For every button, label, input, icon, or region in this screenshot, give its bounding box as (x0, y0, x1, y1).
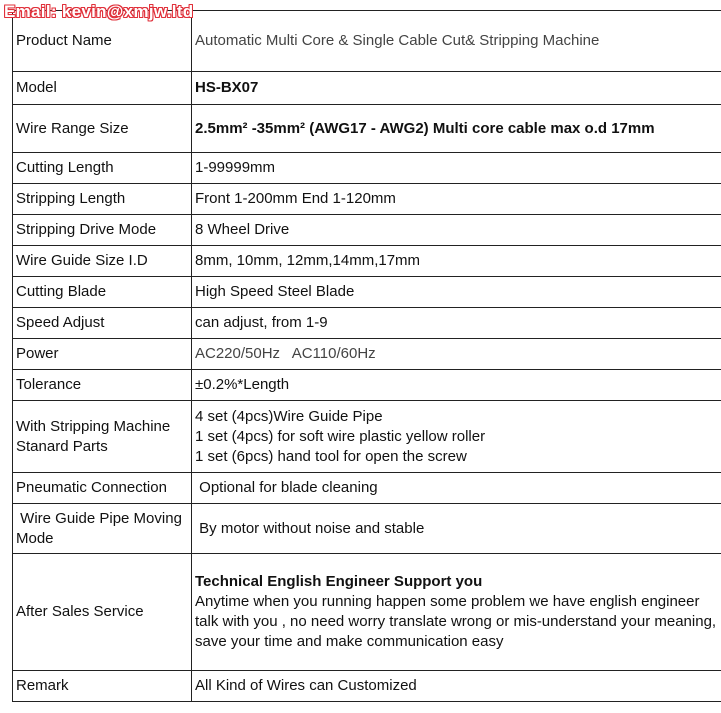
row-value: 8 Wheel Drive (192, 215, 721, 246)
table-row (13, 153, 721, 184)
row-value: HS-BX07 (192, 72, 721, 105)
row-label: Model (13, 72, 192, 105)
row-value: Automatic Multi Core & Single Cable Cut& Stripping Machine (192, 11, 721, 72)
email-watermark: Email: kevin@xmjw.ltd (4, 2, 194, 21)
table-row (13, 401, 721, 473)
row-value: Front 1-200mm End 1-120mm (192, 184, 721, 215)
value-text: Anytime when you running happen some problem we have english engineer talk with you , no need worry translate wrong or mis-understand your meaning, save your time and make communication easy (195, 593, 717, 650)
row-value: 8mm, 10mm, 12mm,14mm,17mm (192, 246, 721, 277)
table-row (13, 370, 721, 401)
row-label: Wire Guide Pipe Moving Mode (13, 504, 192, 554)
row-label: Pneumatic Connection (13, 473, 192, 504)
row-value (192, 554, 721, 671)
table-row (13, 671, 721, 702)
table-row (13, 308, 721, 339)
value-line: 1 set (4pcs) for soft wire plastic yellow roller (195, 427, 486, 445)
row-label: Speed Adjust (13, 308, 192, 339)
value-line: 1 set (6pcs) hand tool for open the screw (195, 447, 467, 465)
table-row (13, 215, 721, 246)
table-row (13, 184, 721, 215)
row-label: With Stripping Machine Stanard Parts (13, 401, 192, 473)
row-label: Power (13, 339, 192, 370)
row-label: Stripping Drive Mode (13, 215, 192, 246)
row-label: Wire Guide Size I.D (13, 246, 192, 277)
row-label: Wire Range Size (13, 105, 192, 153)
row-value: Optional for blade cleaning (192, 473, 721, 504)
table-row (13, 105, 721, 153)
row-value: By motor without noise and stable (192, 504, 721, 554)
row-label: Cutting Length (13, 153, 192, 184)
row-label: Stripping Length (13, 184, 192, 215)
row-label: Cutting Blade (13, 277, 192, 308)
row-value: High Speed Steel Blade (192, 277, 721, 308)
table-row (13, 339, 721, 370)
table-row (13, 277, 721, 308)
row-value: All Kind of Wires can Customized (192, 671, 721, 702)
row-value: 1-99999mm (192, 153, 721, 184)
row-label: Remark (13, 671, 192, 702)
value-heading: Technical English Engineer Support you (195, 573, 483, 590)
table-row (13, 504, 721, 554)
table-row (13, 72, 721, 105)
row-label: Tolerance (13, 370, 192, 401)
value-line: 4 set (4pcs)Wire Guide Pipe (195, 407, 383, 425)
row-label: After Sales Service (13, 554, 192, 671)
row-value: 2.5mm² -35mm² (AWG17 - AWG2) Multi core cable max o.d 17mm (192, 105, 721, 153)
table-row (13, 554, 721, 671)
spec-table (12, 10, 721, 702)
table-row (13, 246, 721, 277)
row-value: ±0.2%*Length (192, 370, 721, 401)
row-value: can adjust, from 1-9 (192, 308, 721, 339)
table-row (13, 473, 721, 504)
row-value: AC220/50Hz AC110/60Hz (192, 339, 721, 370)
row-value (192, 401, 721, 473)
row-label: Product Name (13, 11, 192, 72)
